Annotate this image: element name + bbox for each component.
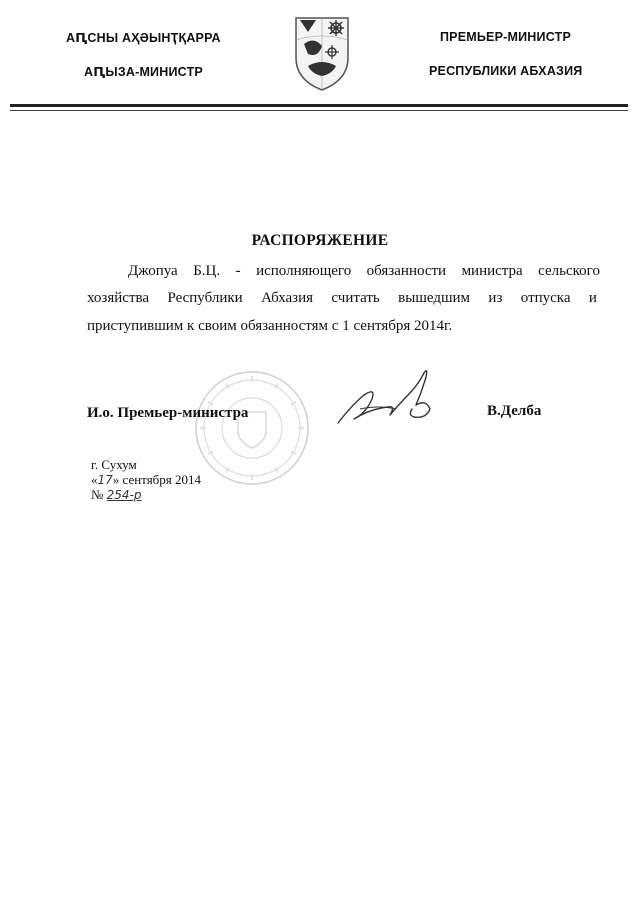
word: министра	[461, 263, 523, 279]
body-line-3: приступившим к своим обязанностям с 1 сентября 2014г.	[87, 318, 453, 334]
body-line-1	[128, 263, 600, 280]
date-day: 17	[97, 473, 113, 487]
official-stamp	[192, 368, 312, 488]
word: хозяйства	[87, 290, 150, 306]
body-line-2	[87, 290, 597, 307]
number-value: 254-р	[106, 488, 142, 502]
header-divider-thin	[10, 110, 628, 111]
word: Абхазия	[261, 290, 314, 306]
signatory-name: В.Делба	[487, 403, 542, 419]
word: Республики	[167, 290, 243, 306]
word: считать	[331, 290, 380, 306]
header-right-line1: ПРЕМЬЕР-МИНИСТР	[440, 30, 571, 44]
word: отпуска	[520, 290, 571, 306]
header-left-line1: АԤСНЫ АҲӘЫНҬҚАРРА	[66, 31, 221, 45]
word: Джопуа	[128, 263, 178, 279]
document-date	[91, 472, 201, 488]
word: обязанности	[366, 263, 447, 279]
word: и	[588, 290, 597, 306]
handwritten-signature	[330, 365, 440, 435]
word: вышедшим	[398, 290, 471, 306]
header-right-line2: РЕСПУБЛИКИ АБХАЗИЯ	[429, 64, 583, 78]
date-quote-open: «	[91, 472, 98, 487]
header-divider-thick	[10, 104, 628, 107]
date-month-year: » сентября 2014	[112, 472, 202, 487]
city: г. Сухум	[91, 457, 137, 472]
word: из	[488, 290, 503, 306]
signatory-title: И.о. Премьер-министра	[87, 405, 249, 421]
word: исполняющего	[256, 263, 352, 279]
word: -	[235, 263, 241, 279]
coat-of-arms-emblem	[292, 14, 352, 92]
document-number	[91, 487, 142, 503]
header-left-line2: АԤЫЗА-МИНИСТР	[84, 65, 203, 79]
word: Б.Ц.	[193, 263, 221, 279]
document-title: РАСПОРЯЖЕНИЕ	[251, 232, 389, 249]
word: сельского	[538, 263, 600, 279]
number-label: №	[91, 487, 104, 502]
